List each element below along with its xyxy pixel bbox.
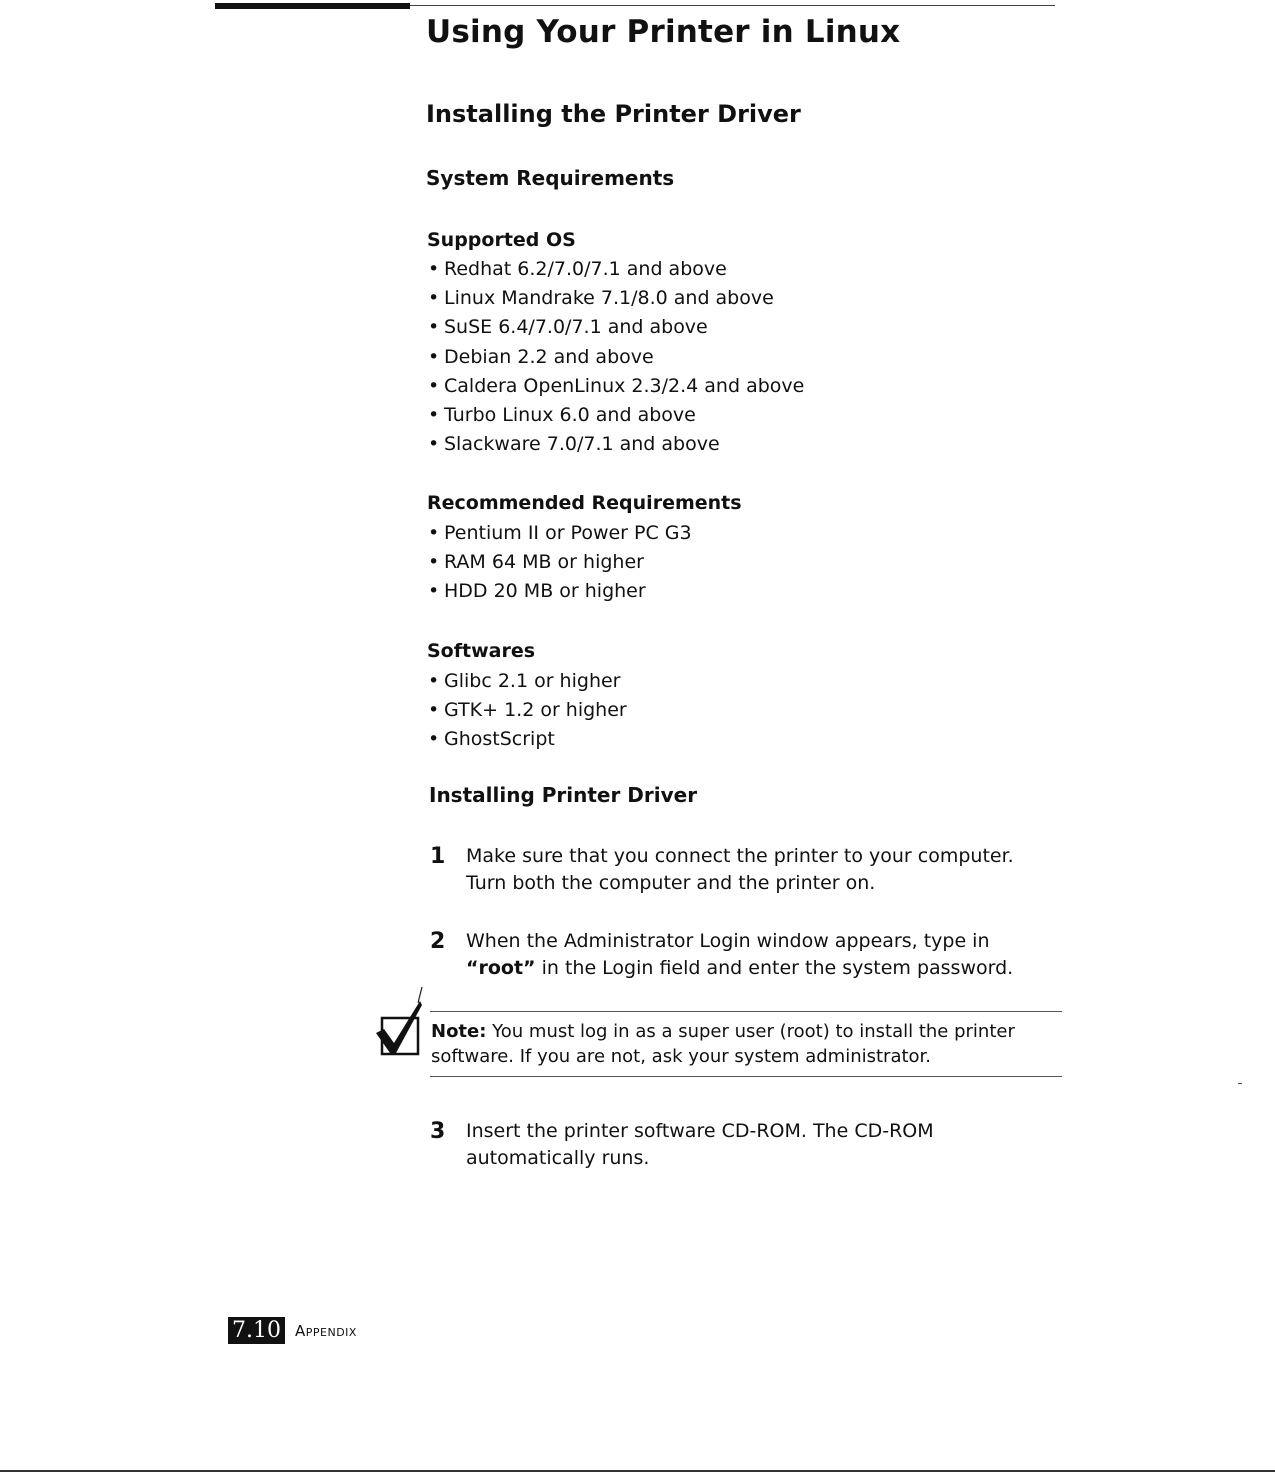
bullet-icon: • — [428, 728, 440, 751]
header-rule-thick — [215, 3, 410, 9]
bullet-icon: • — [428, 316, 440, 339]
page-number-badge: 7.10 — [228, 1317, 285, 1344]
page-title: Using Your Printer in Linux — [426, 14, 901, 50]
installing-heading: Installing Printer Driver — [429, 783, 698, 807]
supported-os-list — [428, 255, 804, 459]
step-number: 2 — [430, 929, 446, 954]
bullet-icon: • — [428, 551, 440, 574]
list-item: • SuSE 6.4/7.0/7.1 and above — [428, 313, 804, 342]
list-item: • Redhat 6.2/7.0/7.1 and above — [428, 255, 804, 284]
step-text: Make sure that you connect the printer to your computer. Turn both the computer and the printer on. — [466, 845, 1014, 894]
bullet-icon: • — [428, 345, 440, 368]
supported-os-heading: Supported OS — [427, 229, 576, 251]
softwares-list — [428, 667, 627, 755]
note-box — [430, 1011, 1062, 1077]
step-number: 1 — [430, 844, 446, 869]
list-item: • Debian 2.2 and above — [428, 343, 804, 372]
bottom-rule — [0, 1470, 1275, 1472]
bullet-icon: • — [428, 258, 440, 280]
bullet-icon: • — [428, 287, 440, 310]
note-label: Note: — [431, 1021, 487, 1042]
bullet-icon: • — [428, 433, 440, 456]
list-item: • GhostScript — [428, 725, 627, 754]
footer-section-label: Appendix — [295, 1322, 357, 1340]
list-item: • Glibc 2.1 or higher — [428, 667, 627, 696]
checkmark-note-icon — [374, 985, 424, 1060]
bullet-icon: • — [428, 403, 440, 426]
list-item: • Turbo Linux 6.0 and above — [428, 401, 804, 430]
step-number: 3 — [430, 1119, 446, 1144]
list-item: • Caldera OpenLinux 2.3/2.4 and above — [428, 372, 804, 401]
list-item: • Linux Mandrake 7.1/8.0 and above — [428, 284, 804, 313]
bullet-icon: • — [428, 374, 440, 397]
list-item: • Pentium II or Power PC G3 — [428, 519, 692, 548]
subsection-heading: System Requirements — [426, 166, 675, 190]
recommended-heading: Recommended Requirements — [427, 492, 742, 514]
bullet-icon: • — [428, 522, 440, 544]
header-rule-thin — [410, 5, 1055, 6]
list-item: • RAM 64 MB or higher — [428, 548, 692, 577]
recommended-list — [428, 519, 692, 607]
bullet-icon: • — [428, 699, 440, 722]
step-text: When the Administrator Login window appears, type in “root” in the Login field and enter the system password. — [466, 930, 1014, 979]
list-item: • GTK+ 1.2 or higher — [428, 696, 627, 725]
root-keyword: “root” — [466, 957, 536, 979]
softwares-heading: Softwares — [427, 640, 536, 662]
step-text: Insert the printer software CD-ROM. The CD-ROM automatically runs. — [466, 1120, 934, 1169]
list-item: • HDD 20 MB or higher — [428, 577, 692, 606]
note-text: Note: You must log in as a super user (root) to install the printer software. If you are not, ask your system administrator. — [431, 1021, 1015, 1067]
bullet-icon: • — [428, 580, 440, 603]
scan-mark — [1238, 1083, 1242, 1084]
section-heading: Installing the Printer Driver — [426, 100, 801, 128]
bullet-icon: • — [428, 670, 440, 692]
list-item: • Slackware 7.0/7.1 and above — [428, 430, 804, 459]
